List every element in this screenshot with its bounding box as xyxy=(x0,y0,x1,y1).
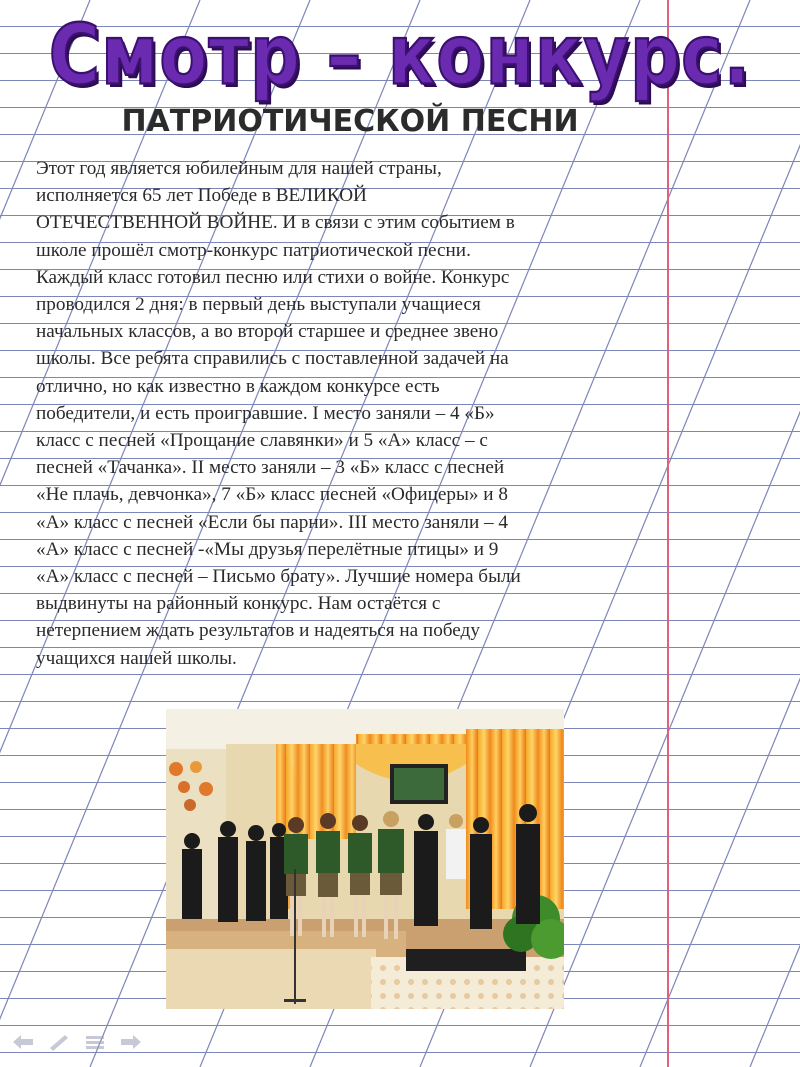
text-line: нетерпением ждать результатов и надеяться на победу xyxy=(36,620,480,642)
text-line: исполняется 65 лет Победе в ВЕЛИКОЙ xyxy=(36,185,367,207)
text-line: «А» класс с песней «Если бы парни». III место заняли – 4 xyxy=(36,511,509,533)
article-text xyxy=(36,155,636,672)
text-line: «А» класс с песней – Письмо брату». Лучшие номера были xyxy=(36,566,521,588)
text-line: «Не плачь, девчонка», 7 «Б» класс песней «Офицеры» и 8 xyxy=(36,484,508,506)
text-line: Этот год является юбилейным для нашей страны, xyxy=(36,158,442,179)
diagonal-line xyxy=(750,0,800,1067)
text-line: выдвинуты на районный конкурс. Нам остаётся с xyxy=(36,593,441,615)
diagonal-line xyxy=(640,0,800,1067)
text-line: победители, и есть проигравшие. I место заняли – 4 «Б» xyxy=(36,402,495,424)
margin-line xyxy=(667,0,669,1067)
text-line: отлично, но как известно в каждом конкурсе есть xyxy=(36,375,440,397)
arrow-right-icon[interactable] xyxy=(118,1031,144,1053)
slide-navigation xyxy=(10,1030,144,1054)
text-line: песней «Тачанка». II место заняли – 3 «Б» класс с песней xyxy=(36,457,505,479)
text-line: проводился 2 дня: в первый день выступали учащиеся xyxy=(36,294,481,316)
pen-icon[interactable] xyxy=(46,1031,72,1053)
text-line: «А» класс с песней -«Мы друзья перелётные птицы» и 9 xyxy=(36,538,499,560)
text-line: учащихся нашей школы. xyxy=(36,647,237,669)
text-line: класс с песней «Прощание славянки» и 5 «А» класс – с xyxy=(36,430,488,452)
stage-photo xyxy=(166,709,564,1009)
menu-icon[interactable] xyxy=(82,1031,108,1053)
arrow-left-icon[interactable] xyxy=(10,1031,36,1053)
text-line: Каждый класс готовил песню или стихи о войне. Конкурс xyxy=(36,266,510,288)
text-line: школы. Все ребята справились с поставленной задачей на xyxy=(36,348,509,370)
page-subtitle: ПАТРИОТИЧЕСКОЙ ПЕСНИ xyxy=(121,104,579,139)
text-line: начальных классов, а во второй старшее и среднее звено xyxy=(36,321,499,343)
text-line: школе прошёл смотр-конкурс патриотической песни. xyxy=(36,239,471,261)
text-line: ОТЕЧЕСТВЕННОЙ ВОЙНЕ. И в связи с этим событием в xyxy=(36,212,515,234)
page-title: Смотр – конкурс. xyxy=(48,6,752,104)
